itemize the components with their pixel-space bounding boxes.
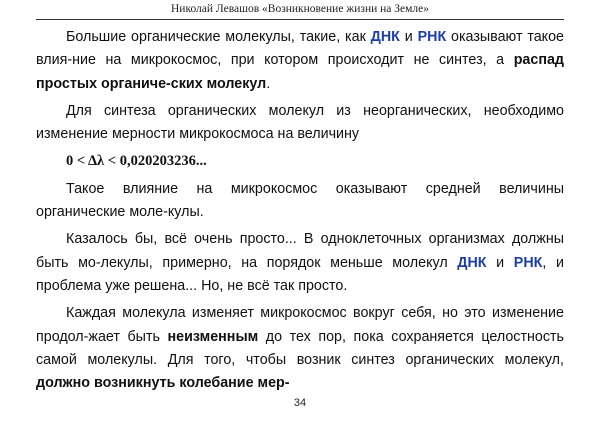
emphasis-decay: распад простых органиче-ских молекул	[36, 52, 564, 92]
paragraph-4-text-3: , и проблема уже решена... Но, не всё так просто.	[36, 254, 564, 294]
term-dnk: ДНК	[457, 254, 487, 271]
running-header: Николай Левашов «Возникновение жизни на Земле»	[170, 3, 429, 15]
paragraph-5-text-1: Каждая молекула изменяет микрокосмос вокруг себя, но это изменение продол-жает быть	[36, 305, 564, 345]
formula-line	[36, 150, 564, 173]
paragraph-2: Для синтеза органических молекул из неорганических, необходимо изменение мерности микрокосмоса на величину	[36, 102, 564, 143]
paragraph-1-text-4: .	[266, 75, 271, 92]
paragraph-1-text-2: и	[399, 29, 418, 45]
header-rule	[36, 19, 564, 20]
emphasis-unchanged: неизменным	[167, 328, 259, 345]
paragraph-5	[36, 302, 564, 395]
paragraph-4	[36, 228, 564, 298]
paragraph-1	[36, 26, 564, 96]
paragraph-4-text-1: Казалось бы, всё очень просто... В одноклеточных организмах должны быть мо-лекулы, примерно, на порядок меньше молекул	[36, 231, 564, 271]
body-text	[36, 26, 564, 395]
paragraph-1-text-1: Большие органические молекулы, такие, как	[66, 29, 371, 45]
term-rnk: РНК	[417, 29, 447, 45]
formula: 0 < Δλ < 0,020203236...	[66, 153, 207, 170]
page-number: 34	[293, 397, 307, 409]
paragraph-3: Такое влияние на микрокосмос оказывают средней величины органические моле-кулы.	[36, 180, 564, 221]
paragraph-4-text-2: и	[486, 254, 514, 271]
paragraph-1-text-3: оказывают такое влия-ние на микрокосмос, при котором происходит не синтез, а	[36, 29, 564, 69]
paragraph-5-text-2: до тех пор, пока сохраняется целостность самой молекулы. Для того, чтобы возник синтез органических молекул,	[36, 328, 564, 368]
term-dnk: ДНК	[370, 29, 400, 45]
emphasis-oscillation: должно возникнуть колебание мер-	[36, 375, 290, 392]
term-rnk: РНК	[513, 254, 543, 271]
